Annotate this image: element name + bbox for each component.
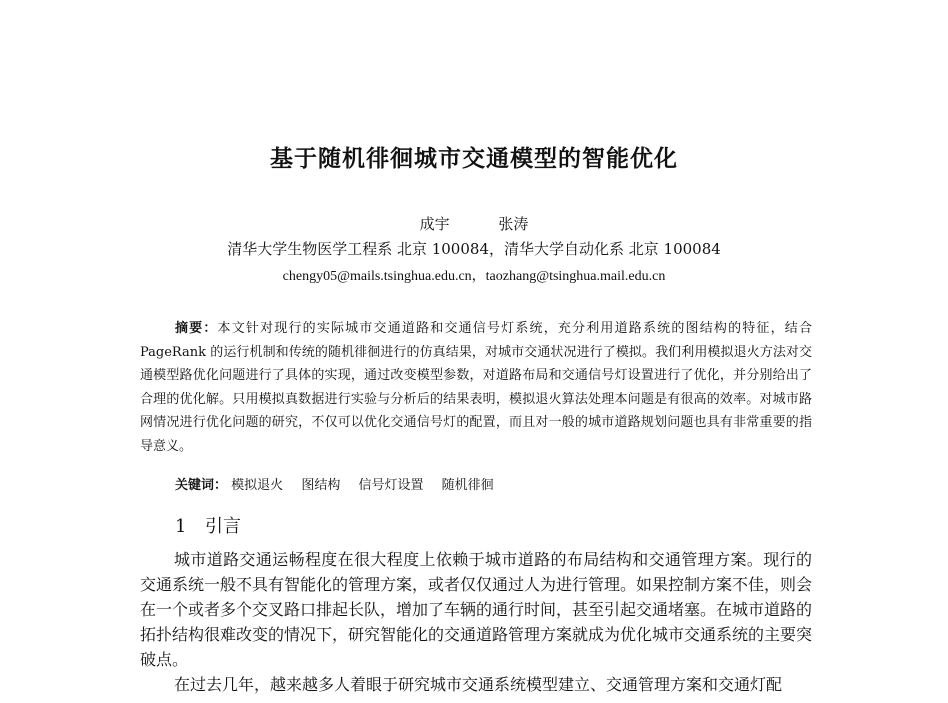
section-number: 1 (175, 516, 187, 537)
abstract (140, 317, 812, 458)
paragraph: 在过去几年，越来越多人着眼于研究城市交通系统模型建立、交通管理方案和交通灯配 (174, 675, 783, 694)
paragraph: 城市道路交通运畅程度在很大程度上依赖于城市道路的布局结构和交通管理方案。现行的交通系统一般不具有智能化的管理方案，或者仅仅通过人为进行管理。如果控制方案不佳，则会在一个或者多个交叉路口排起长队，增加了车辆的通行时间，甚至引起交通堵塞。在城市道路的拓扑结构很难改变的情况下，研究智能化的交通道路管理方案就成为优化城市交通系统的主要突破点。 (140, 550, 813, 669)
keywords (175, 474, 815, 493)
author-emails: chengy05@mails.tsinghua.edu.cn，taozhang@tsinghua.mail.edu.cn (282, 269, 666, 284)
keyword: 图结构 (301, 478, 341, 493)
keywords-label: 关键词： (175, 478, 228, 493)
author-name: 张涛 (498, 215, 529, 233)
keyword: 信号灯设置 (358, 478, 424, 493)
author-name: 成宇 (419, 215, 450, 233)
body-text (140, 547, 812, 697)
abstract-text: 本文针对现行的实际城市交通道路和交通信号灯系统，充分利用道路系统的图结构的特征，结合 PageRank 的运行机制和传统的随机徘徊进行的仿真结果，对城市交通状况进行了模拟。我们利用模拟退火方法对交通模型路优化问题进行了具体的实现，通过改变模型参数，对道路布局和交通信号灯设置进行了优化，并分别给出了合理的优化解。只用模拟真数据进行实验与分析后的结果表明，模拟退火算法处理本问题是有很高的效率。对城市路网情况进行优化问题的研究，不仅可以优化交通信号灯的配置，而且对一般的城市道路规划问题也具有非常重要的指导意义。 (140, 321, 812, 454)
keyword: 模拟退火 (231, 478, 284, 493)
keyword: 随机徘徊 (441, 478, 494, 493)
section-heading (175, 512, 241, 538)
affiliation: 清华大学生物医学工程系 北京 100084，清华大学自动化系 北京 100084 (227, 240, 721, 258)
section-title: 引言 (205, 516, 241, 537)
author-list (0, 213, 948, 234)
abstract-label: 摘要： (175, 321, 218, 336)
paper-title: 基于随机徘徊城市交通模型的智能优化 (270, 145, 678, 172)
